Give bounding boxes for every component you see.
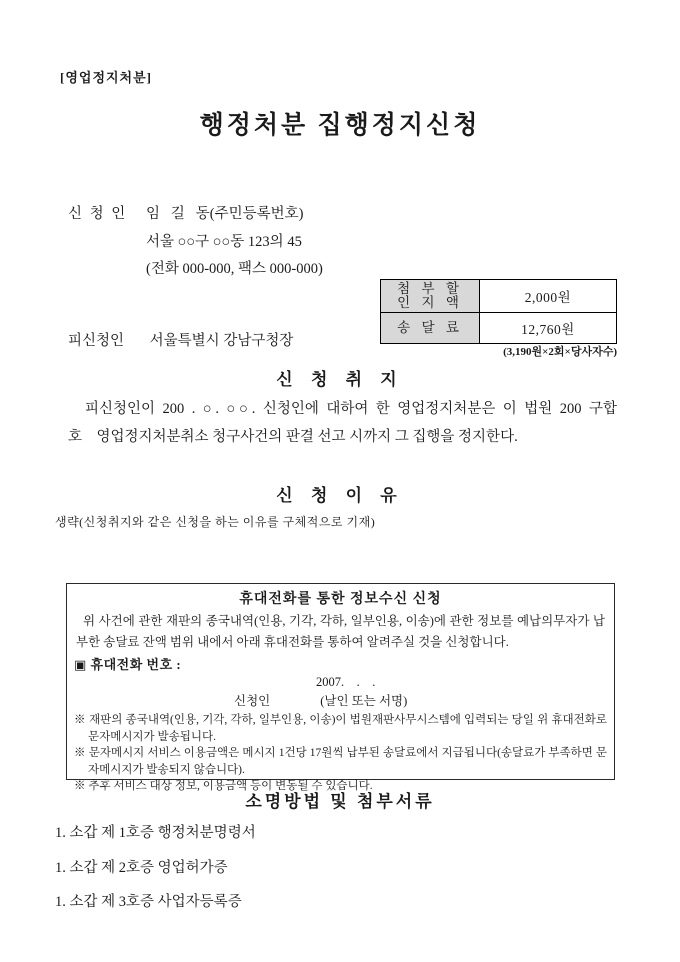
applicant-block [68,201,323,284]
evidence-list [55,816,256,920]
reason-body: 생략(신청취지와 같은 신청을 하는 이유를 구체적으로 기재) [55,515,376,529]
mobile-phone-number-label: ▣ 휴대전화 번호 : [74,657,182,672]
sms-notification-request-box [66,583,615,792]
sms-box-date: 2007. . . [316,675,376,689]
delivery-fee-label: 송 달 료 [381,313,480,344]
stamp-fee-label-line2: 인 지 액 [397,295,463,310]
respondent-name: 서울특별시 강남구청장 [149,333,294,349]
fee-table-row-stamp [381,280,617,313]
evidence-item-3: 1. 소갑 제 3호증 사업자등록증 [55,894,242,910]
purpose-body [68,395,617,451]
fee-table [380,279,617,344]
evidence-heading: 소명방법 및 첨부서류 [245,792,435,811]
sms-note-2: ※ 문자메시지 서비스 이용금액은 메시지 1건당 17원씩 납부된 송달료에서 지급됩니다(송달료가 부족하면 문자메시지가 발송되지 않습니다). [74,747,607,776]
delivery-fee-value: 12,760원 [480,313,617,344]
sms-note-3: ※ 추후 서비스 대상 정보, 이용금액 등이 변동될 수 있습니다. [74,780,373,792]
applicant-contact: (전화 000-000, 팩스 000-000) [146,261,323,277]
document-title: 행정처분 집행정지신청 [199,112,481,139]
sms-box-title: 휴대전화를 통한 정보수신 신청 [239,592,442,607]
reason-heading: 신 청 이 유 [276,486,404,505]
applicant-address: 서울 ○○구 ○○동 123의 45 [146,233,302,250]
evidence-item-1: 1. 소갑 제 1호증 행정처분명령서 [55,825,256,841]
delivery-fee-calculation-note: (3,190원×2회×당사자수) [503,346,617,358]
sms-note-1: ※ 재판의 종국내역(인용, 기각, 각하, 일부인용, 이송)이 법원재판사무시스템에 입력되는 당일 위 휴대전화로 문자메시지가 발송됩니다. [74,714,607,743]
applicant-label: 신 청 인 [68,206,128,222]
document-category-label: [영업정지처분] [60,70,153,85]
stamp-fee-label-line1: 첨 부 할 [397,281,463,296]
sms-box-body: 위 사건에 관한 재판의 종국내역(인용, 기각, 각하, 일부인용, 이송)에 관한 정보를 예납의무자가 납부한 송달료 잔액 범위 내에서 아래 휴대전화를 통하여 알려주실 것을 신청합니다. [76,614,605,649]
fee-table-row-delivery [381,313,617,344]
purpose-line-1: 피신청인이 200 . ○. ○○. 신청인에 대하여 한 영업정지처분은 이 법원 200 구합 [85,401,617,417]
purpose-heading: 신 청 취 지 [276,370,404,389]
sms-box-notes [74,712,607,795]
applicant-name-row [68,201,323,229]
stamp-fee-value: 2,000원 [480,280,617,313]
stamp-fee-label [381,280,480,313]
applicant-name: 임 길 동(주민등록번호) [146,206,304,222]
sms-box-signer-line: 신청인 (날인 또는 서명) [234,694,408,708]
respondent-row [68,329,293,350]
purpose-line-2: 호 영업정지처분취소 청구사건의 판결 선고 시까지 그 집행을 정지한다. [68,429,518,445]
evidence-item-2: 1. 소갑 제 2호증 영업허가증 [55,859,228,876]
respondent-label: 피신청인 [68,333,125,349]
